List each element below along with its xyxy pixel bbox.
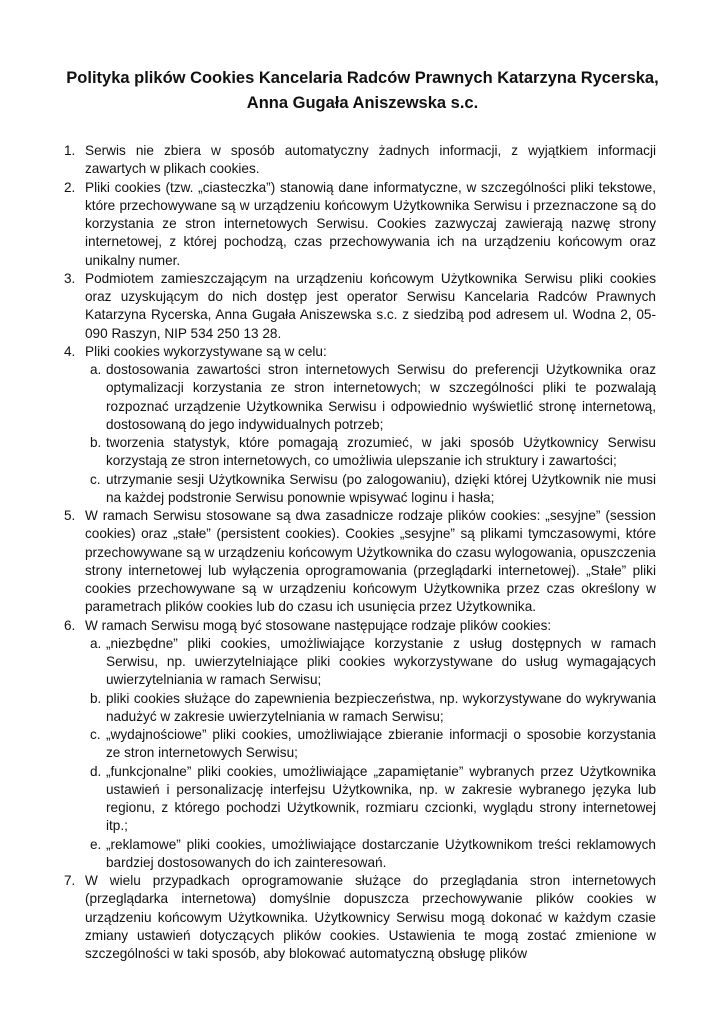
sub-item-text: pliki cookies służące do zapewnienia bezpieczeństwa, np. wykorzystywane do wykrywania nadużyć w zakresie uwierzytelniania w ramach Serwisu; <box>106 690 656 724</box>
list-item-2 <box>64 179 656 270</box>
item-number: 4. <box>64 343 76 359</box>
sub-item-letter: b. <box>90 690 102 706</box>
item-number: 3. <box>64 270 76 286</box>
item-number: 6. <box>64 617 76 633</box>
item-text: W ramach Serwisu stosowane są dwa zasadnicze rodzaje plików cookies: „sesyjne” (session cookies) oraz „stałe” (persistent cookies). Cookies „sesyjne” są plikami tymczasowymi, które przechowywane są w urządzeniu końcowym Użytkownika do czasu wylogowania, opuszczenia strony internetowej lub wyłączenia oprogramowania (przeglądarki internetowej). „Stałe” pliki cookies przechowywane są w urządzeniu końcowym Użytkownika przez czas określony w parametrach plików cookies lub do czasu ich usunięcia przez Użytkownika. <box>85 508 656 615</box>
sub-item-text: „funkcjonalne” pliki cookies, umożliwiające „zapamiętanie” wybranych przez Użytkownika ustawień i personalizację interfejsu Użytkownika, np. w zakresie wybranego języka lub regionu, z którego pochodzi Użytkownik, rozmiaru czcionki, wyglądu strony internetowej itp.; <box>106 763 656 834</box>
sub-item <box>85 471 656 508</box>
sub-item-letter: e. <box>90 836 102 852</box>
sub-item-text: utrzymanie sesji Użytkownika Serwisu (po zalogowaniu), dzięki której Użytkownik nie musi na każdej podstronie Serwisu ponownie wpisywać loginu i hasła; <box>106 471 656 505</box>
sub-item-text: tworzenia statystyk, które pomagają zrozumieć, w jaki sposób Użytkownicy Serwisu korzystają ze stron internetowych, co umożliwia ulepszanie ich struktury i zawartości; <box>106 435 656 469</box>
item-number: 1. <box>64 143 76 158</box>
sub-item-letter: b. <box>90 435 102 450</box>
list-item-1 <box>64 142 656 179</box>
sub-item-text: „niezbędne” pliki cookies, umożliwiające korzystanie z usług dostępnych w ramach Serwisu, np. uwierzytelniające pliki cookies wykorzystywane do usług wymagających uwierzytelniania w ramach Serwisu; <box>106 635 656 688</box>
sub-item-text: dostosowania zawartości stron internetowych Serwisu do preferencji Użytkownika oraz optymalizacji korzystania ze stron internetowych; w szczególności pliki te pozwalają rozpoznać urządzenie Użytkownika Serwisu i odpowiednio wyświetlić stronę internetową, dostosowaną do jego indywidualnych potrzeb; <box>106 362 656 432</box>
sub-item-text: „wydajnościowe” pliki cookies, umożliwiające zbieranie informacji o sposobie korzystania ze stron internetowych Serwisu; <box>106 727 656 761</box>
list-item-3 <box>64 270 656 343</box>
sub-item <box>85 836 656 873</box>
item-number: 5. <box>64 508 76 523</box>
sub-item-letter: d. <box>90 763 102 779</box>
list-item-7 <box>64 872 656 963</box>
sub-item-letter: a. <box>90 635 102 651</box>
list-item-6 <box>64 617 656 873</box>
sub-list <box>85 361 656 507</box>
item-text: W wielu przypadkach oprogramowanie służące do przeglądania stron internetowych (przeglądarka internetowa) domyślnie dopuszcza przechowywanie plików cookies w urządzeniu końcowym Użytkownika. Użytkownicy Serwisu mogą dokonać w każdym czasie zmiany ustawień dotyczących plików cookies. Ustawienia te mogą zostać zmienione w szczególności w taki sposób, aby blokować automatyczną obsługę plików <box>85 873 656 961</box>
sub-list <box>85 635 656 872</box>
sub-item <box>85 635 656 690</box>
sub-item <box>85 690 656 727</box>
item-text: Pliki cookies wykorzystywane są w celu: <box>85 343 327 359</box>
item-number: 2. <box>64 179 76 195</box>
sub-item <box>85 726 656 763</box>
policy-list <box>64 142 656 963</box>
item-text: Podmiotem zamieszczającym na urządzeniu końcowym Użytkownika Serwisu pliki cookies oraz uzyskującym do nich dostęp jest operator Serwisu Kancelaria Radców Prawnych Katarzyna Rycerska, Anna Gugała Aniszewska s.c. z siedzibą pod adresem ul. Wodna 2, 05-090 Raszyn, NIP 534 250 13 28. <box>85 270 656 341</box>
item-text: W ramach Serwisu mogą być stosowane następujące rodzaje plików cookies: <box>85 617 552 633</box>
item-text: Pliki cookies (tzw. „ciasteczka”) stanowią dane informatyczne, w szczególności pliki tekstowe, które przechowywane są w urządzeniu końcowym Użytkownika Serwisu i przeznaczone są do korzystania ze stron internetowych Serwisu. Cookies zazwyczaj zawierają nazwę strony internetowej, z której pochodzą, czas przechowywania ich na urządzeniu końcowym oraz unikalny numer. <box>85 179 656 268</box>
sub-item <box>85 763 656 836</box>
sub-item-letter: c. <box>90 471 101 487</box>
sub-item <box>85 361 656 434</box>
sub-item <box>85 434 656 471</box>
sub-item-text: „reklamowe” pliki cookies, umożliwiające dostarczanie Użytkownikom treści reklamowych bardziej dostosowanych do ich zainteresowań. <box>106 836 656 870</box>
list-item-4 <box>64 343 656 507</box>
page-title: Polityka plików Cookies Kancelaria Radców Prawnych Katarzyna Rycerska, Anna Gugała Aniszewska s.c. <box>66 69 659 112</box>
sub-item-letter: a. <box>90 362 102 377</box>
list-item-5 <box>64 507 656 617</box>
item-number: 7. <box>64 873 76 888</box>
sub-item-letter: c. <box>90 727 101 742</box>
item-text: Serwis nie zbiera w sposób automatyczny żadnych informacji, z wyjątkiem informacji zawartych w plikach cookies. <box>85 143 656 177</box>
